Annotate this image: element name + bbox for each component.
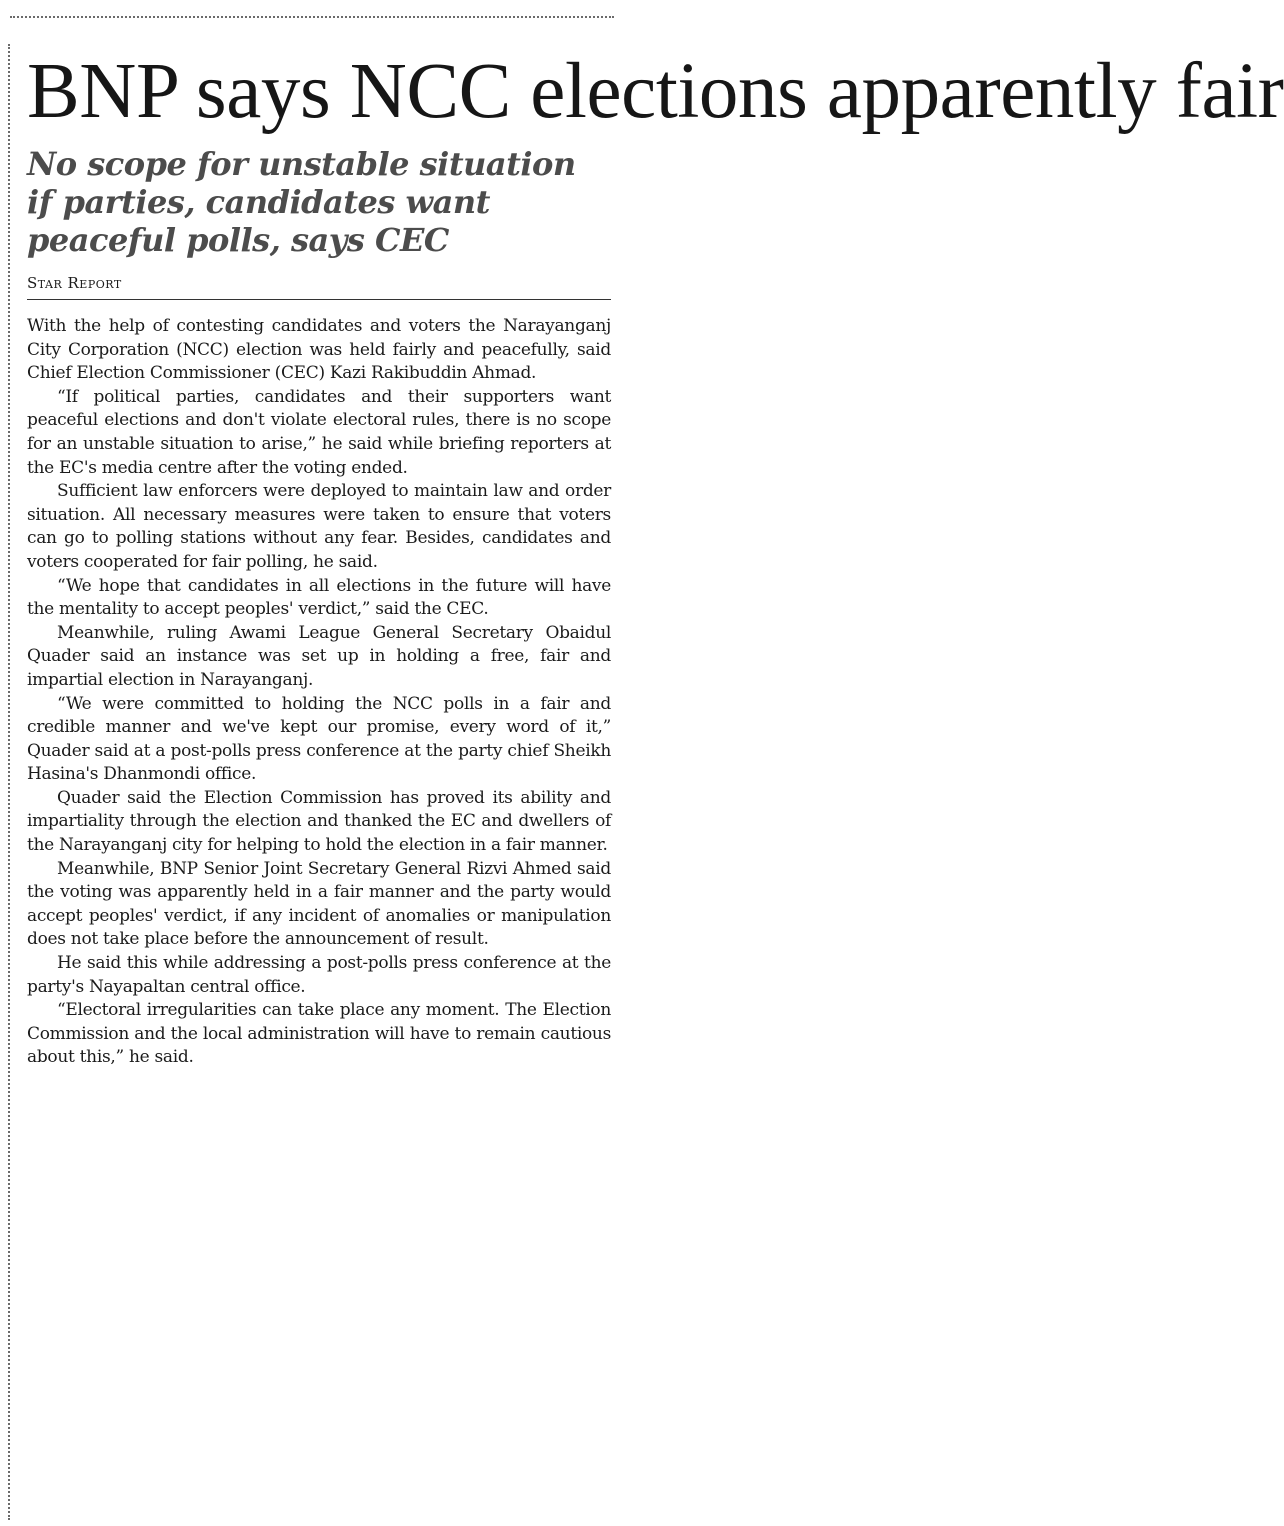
body-paragraph: “We were committed to holding the NCC polls in a fair and credible manner and we've kept our promise, every word of it,” Quader said at a post-polls press conference at the party chief Sheikh Hasina's Dhanmondi office. [27, 693, 611, 785]
body-paragraph: “If political parties, candidates and their supporters want peaceful elections and don't violate electoral rules, there is no scope for an unstable situation to arise,” he said while briefing reporters at the EC's media centre after the voting ended. [27, 386, 611, 478]
body-paragraph: He said this while addressing a post-polls press conference at the party's Nayapaltan central office. [27, 953, 611, 997]
byline-rule [27, 299, 611, 300]
news-article [27, 48, 1284, 1070]
byline: Star Report [27, 274, 122, 292]
body-paragraph: Meanwhile, ruling Awami League General Secretary Obaidul Quader said an instance was set up in holding a free, fair and impartial election in Narayanganj. [27, 622, 611, 690]
headline: BNP says NCC elections apparently fair [27, 48, 1284, 135]
top-dotted-border [10, 16, 614, 18]
left-dotted-border [8, 44, 10, 1520]
body-paragraph: Meanwhile, BNP Senior Joint Secretary General Rizvi Ahmed said the voting was apparently held in a fair manner and the party would accept peoples' verdict, if any incident of anomalies or manipulation does not take place before the announcement of result. [27, 858, 611, 950]
body-paragraph: Quader said the Election Commission has proved its ability and impartiality through the election and thanked the EC and dwellers of the Narayanganj city for helping to hold the election in a fair manner. [27, 787, 611, 856]
body-paragraph: Sufficient law enforcers were deployed to maintain law and order situation. All necessary measures were taken to ensure that voters can go to polling stations without any fear. Besides, candidates and voters cooperated for fair polling, he said. [27, 481, 611, 572]
subheadline: No scope for unstable situation if parties, candidates want peaceful polls, says CEC [27, 145, 576, 259]
body-paragraph: With the help of contesting candidates and voters the Narayanganj City Corporation (NCC) election was held fairly and peacefully, said Chief Election Commissioner (CEC) Kazi Rakibuddin Ahmad. [27, 316, 611, 384]
body-paragraph: “Electoral irregularities can take place any moment. The Election Commission and the local administration will have to remain cautious about this,” he said. [27, 1000, 611, 1068]
article-body [27, 315, 611, 1070]
body-paragraph: “We hope that candidates in all elections in the future will have the mentality to accept peoples' verdict,” said the CEC. [27, 575, 611, 620]
